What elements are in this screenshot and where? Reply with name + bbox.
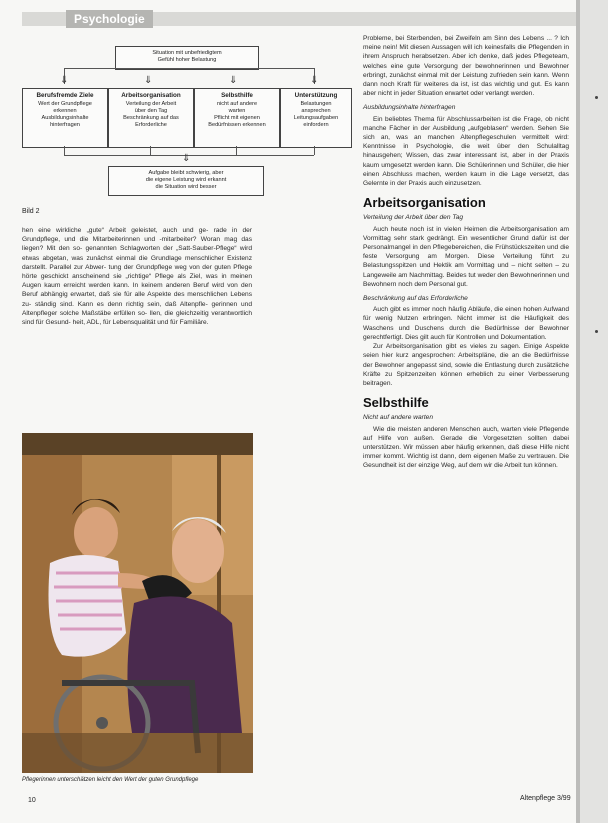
page-spine xyxy=(576,0,580,823)
issue-label: Altenpflege 3/99 xyxy=(520,795,571,802)
top-box-line: Gefühl hoher Belastung xyxy=(157,57,217,63)
paragraph: Probleme, bei Sterbenden, bei Zweifeln am Sinn des Lebens ... ? Ich meine nein! Mit diesen Aussagen will ich keinesfalls die Pflegenden in ihrem Anspruch herabsetzen. Aber ich denke, daß jedes Pflegeteam, welches eine gute Versorgung der bewohnerinnen und Bewohner erbringt, zunächst einmal mit der Leistung zufrieden sein kann. Wenn dann noch Kraft für weiteres da ist, ist das wichtig und gut. Es kann aber nicht in jeder Situation erwartet oder verlangt werden. xyxy=(363,35,569,98)
subheading: Nicht auf andere warten xyxy=(363,414,434,422)
subheading: Ausbildungsinhalte hinterfragen xyxy=(363,104,456,112)
page-number: 10 xyxy=(28,797,36,804)
paragraph: Zur Arbeitsorganisation gibt es vieles zu sagen. Einige Aspekte seien hier kurz angesprochen: Arbeitspläne, die an die Bedürfnisse der Bewohner angepasst sind, sowie die Entlastung durch zusätzliche Kräfte zu Spitzenzeiten können erheblich zu einer Verbesserung beitragen. xyxy=(363,343,569,387)
box-title: Berufsfremde Ziele xyxy=(36,92,94,99)
diagram-connector xyxy=(150,146,151,155)
figure-caption: Bild 2 xyxy=(22,208,40,215)
box-line: Verteilung der Arbeit xyxy=(125,101,177,107)
diagram-box-goals xyxy=(22,88,108,148)
diagram-box-selfhelp xyxy=(194,88,280,148)
box-line: über den Tag xyxy=(134,108,168,114)
box-line: Wert der Grundpflege xyxy=(38,101,92,107)
box-line: Pflicht mit eigenen xyxy=(214,115,260,121)
box-title: Unterstützung xyxy=(294,92,338,99)
diagram-connector xyxy=(236,146,237,155)
box-line: Leitungsaufgaben xyxy=(293,115,339,121)
diagram-connector xyxy=(64,146,65,155)
diagram-box-support xyxy=(280,88,352,148)
paragraph: Wie die meisten anderen Menschen auch, warten viele Pflegende auf Hilfe von außen. Gerade die Vorgesetzten sollten dabei unterstützen. Wir müssen aber häufig erkennen, daß diese Hilfe nicht immer kommt. Wichtig ist dann, dem eigenen Maße zu vertrauen. Die Gesundheit ist der einzige Weg, auf dem wir die Arbeit tun können. xyxy=(363,425,569,470)
paragraph: hen eine wirkliche „gute“ Arbeit geleistet, auch und ge- rade in der Grundpflege, und die Mitarbeiterinnen und -mitarbeiter? Woran mag das liegen? Mit den so- genannten Schlagworten der „Satt-Sauber-Pflege“ wird etwas abgetan, was zunächst einmal die Grundlage menschlicher Existenz darstellt. Parallel zur Abwer- tung der Grundpflege weg von der guten Pflege hörte geschickt anscheinend sie „richtige“ Pflege als Ziel, was in meinen Augen kaum erreicht werden kann. In keinem anderen Beruf wird von den Beruf abhängig erwartet, daß sie für alle Aspekte des menschlichen Lebens zu- ständig sind. Kann es denn richtig sein, daß Altenpfle- gerinnen und Altenpfleger solche Maßstäbe erfüllen so- llen, die gleichzeitig verantwortlich sind für Gesund- heit, ADL, für Lebensqualität und für Familiäre. xyxy=(22,227,252,327)
photo-care-scene xyxy=(22,433,253,773)
subheading: Verteilung der Arbeit über den Tag xyxy=(363,214,464,222)
diagram-top-box xyxy=(115,46,259,70)
section-heading: Selbsthilfe xyxy=(363,395,429,411)
box-title: Arbeitsorganisation xyxy=(121,92,181,99)
box-line: Ausbildungsinhalte xyxy=(41,115,89,121)
bottom-box-line: die Situation wird besser xyxy=(155,184,217,190)
box-line: erkennen xyxy=(53,108,77,114)
photo-caption: Pflegerinnen unterschätzen leicht den Wert der guten Grundpflege xyxy=(22,777,199,783)
left-column xyxy=(22,226,252,327)
section-tab: Psychologie xyxy=(66,10,153,28)
box-line: ansprechen xyxy=(301,108,331,114)
paragraph: Auch heute noch ist in vielen Heimen die Arbeitsorganisation am Vormittag sehr stark gedrängt. Ein wesentlicher Grund dafür ist der Personalmangel in den Pflegebereichen, die Frühstückszeiten und die feste Versorgung am Morgen. Diese Verteilung führt zu Belastungsspitzen und Hektik am Vormittag und – nicht selten – zu Langeweile am Nachmittag. Beides tut weder den Bewohnerinnen und Bewohnern noch dem Personal gut. xyxy=(363,225,569,288)
box-line: Beschränkung auf das xyxy=(123,115,179,121)
box-line: warten xyxy=(228,108,246,114)
section-heading: Arbeitsorganisation xyxy=(363,195,486,211)
bottom-box-line: Aufgabe bleibt schwierig, aber xyxy=(148,170,224,176)
top-box-line: Situation mit unbefriedigtem xyxy=(152,50,222,56)
box-title: Selbsthilfe xyxy=(221,92,253,99)
box-line: hinterfragen xyxy=(50,122,80,128)
right-column xyxy=(363,34,569,471)
box-line: nicht auf andere xyxy=(216,101,258,107)
margin-mark xyxy=(595,330,598,333)
diagram-box-organisation xyxy=(108,88,194,148)
diagram-connector xyxy=(314,146,315,155)
diagram-connector xyxy=(64,68,314,69)
box-line: Belastungen xyxy=(300,101,332,107)
arrow-down-icon: ⇓ xyxy=(229,75,238,86)
diagram-bottom-box xyxy=(108,166,264,196)
paragraph: Auch gibt es immer noch häufig Abläufe, die einen hohen Aufwand für wenig Nutzen erbringen. Nicht immer ist die Häufigkeit des Waschens und Duschens durch die Bedürfnisse der Bewohner gerechtfertigt. Dies gilt auch für Kontrollen und Dokumentation. xyxy=(363,306,569,341)
page-edge xyxy=(576,0,608,823)
margin-mark xyxy=(595,96,598,99)
arrow-down-icon: ⇓ xyxy=(144,75,153,86)
box-line: Erforderliche xyxy=(135,122,167,128)
subheading: Beschränkung auf das Erforderliche xyxy=(363,295,468,303)
box-line: Bedürfnissen erkennen xyxy=(208,122,266,128)
arrow-down-icon: ⇓ xyxy=(182,153,191,164)
paragraph: Ein beliebtes Thema für Abschlussarbeiten ist die Frage, ob nicht manche Fächer in der Ausbildung „aufgeblasen“ werden. Sehen Sie sich an, was an manchen Altenpflegeschulen vermittelt wird: Kenntnisse in Psychologie, die weit über den Schulalltag hinausgehen; Wissen, das zwar interessant ist, aber in der Praxis kaum umgesetzt werden kann. Die Schülerinnen und Schüler, die hier einen Abschluss machen, werden kaum in die Lage versetzt, das Gelernte in der Praxis auch einzusetzen. xyxy=(363,115,569,188)
arrow-down-icon: ⇓ xyxy=(310,75,319,86)
arrow-down-icon: ⇓ xyxy=(60,75,69,86)
photo-image xyxy=(22,433,253,773)
bottom-box-line: die eigene Leistung wird erkannt xyxy=(145,177,227,183)
box-line: einfordern xyxy=(303,122,329,128)
